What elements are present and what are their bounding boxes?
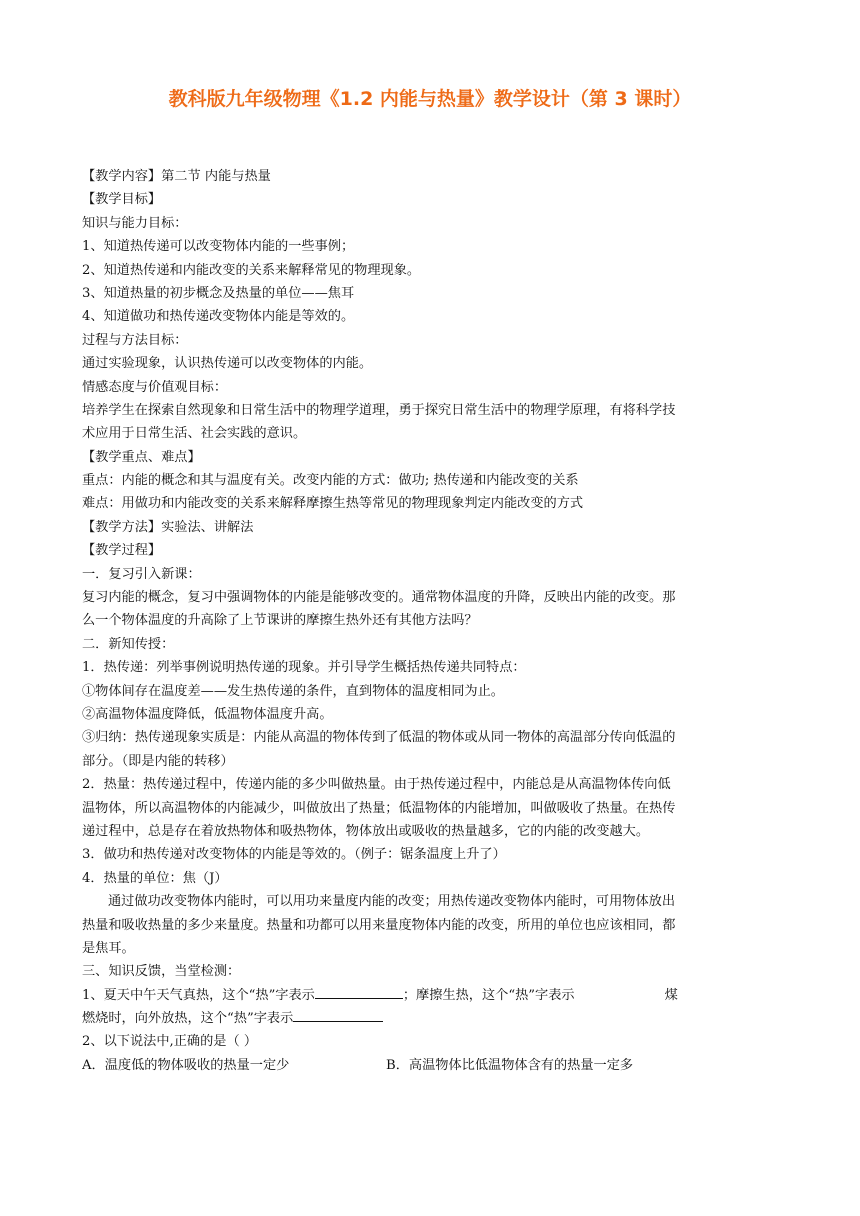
option-b[interactable]: B．高温物体比低温物体含有的热量一定多 bbox=[386, 1057, 634, 1073]
question-1-line-2 bbox=[82, 1007, 758, 1030]
paragraph-line: 热量和吸收热量的多少来量度。热量和功都可以用来量度物体内能的改变，所用的单位也应该相同，都 bbox=[82, 917, 676, 933]
paragraph-line: ②高温物体温度降低，低温物体温度升高。 bbox=[82, 706, 333, 722]
paragraph-line: 术应用于日常生活、社会实践的意识。 bbox=[82, 426, 307, 442]
paragraph-line: 培养学生在探索自然现象和日常生活中的物理学道理，勇于探究日常生活中的物理学原理，有将科学技 bbox=[82, 402, 676, 418]
question-1-text-b: ；摩擦生热，这个“热”字表示 bbox=[402, 987, 575, 1003]
paragraph-line: 1．热传递：列举事例说明热传递的现象。并引导学生概括热传递共同特点： bbox=[82, 660, 526, 676]
question-1-text-d: 燃烧时，向外放热，这个“热”字表示 bbox=[82, 1011, 294, 1027]
paragraph-line: 4、知道做功和热传递改变物体内能是等效的。 bbox=[82, 309, 355, 325]
paragraph-line: 重点：内能的概念和其与温度有关。改变内能的方式：做功; 热传递和内能改变的关系 bbox=[82, 473, 579, 489]
paragraph-line: 知识与能力目标： bbox=[82, 215, 188, 231]
paragraph-line: 是焦耳。 bbox=[82, 940, 135, 956]
paragraph-line: 【教学内容】第二节 内能与热量 bbox=[82, 169, 271, 184]
paragraph-line: 4．热量的单位：焦（J） bbox=[82, 870, 228, 886]
answer-blank-1[interactable] bbox=[315, 984, 403, 999]
paragraph-line: 难点：用做功和内能改变的关系来解释摩擦生热等常见的物理现象判定内能改变的方式 bbox=[82, 496, 584, 512]
paragraph-line: 温物体，所以高温物体的内能减少，叫做放出了热量；低温物体的内能增加，叫做吸收了热量。在热传 bbox=[82, 800, 676, 816]
paragraph-line: 【教学重点、难点】 bbox=[82, 449, 201, 465]
paragraph-line: 通过做功改变物体内能时，可以用功来量度内能的改变；用热传递改变物体内能时，可用物体放出 bbox=[108, 894, 676, 910]
paragraph-line: 三、知识反馈，当堂检测： bbox=[82, 964, 241, 980]
paragraph-line: 【教学方法】实验法、讲解法 bbox=[82, 519, 254, 535]
answer-blank-3[interactable] bbox=[293, 1007, 383, 1022]
paragraph-line: 二．新知传授： bbox=[82, 636, 175, 652]
paragraph-line: ①物体间存在温度差——发生热传递的条件，直到物体的温度相同为止。 bbox=[82, 683, 504, 699]
option-a[interactable]: A．温度低的物体吸收的热量一定少 bbox=[82, 1057, 290, 1073]
paragraph-line: 复习内能的概念，复习中强调物体的内能是能够改变的。通常物体温度的升降，反映出内能的改变。那 bbox=[82, 590, 676, 606]
paragraph-line: 1、知道热传递可以改变物体内能的一些事例； bbox=[82, 239, 355, 255]
paragraph-line: 【教学过程】 bbox=[82, 543, 162, 559]
question-1-line-1 bbox=[82, 984, 758, 1007]
paragraph-line: ③归纳：热传递现象实质是：内能从高温的物体传到了低温的物体或从同一物体的高温部分传向低温的 bbox=[82, 730, 676, 746]
paragraph-line: 递过程中，总是存在着放热物体和吸热物体，物体放出或吸收的热量越多，它的内能的改变越大。 bbox=[82, 823, 650, 839]
question-2-options bbox=[82, 1054, 758, 1077]
paragraph-line: 通过实验现象，认识热传递可以改变物体的内能。 bbox=[82, 356, 373, 372]
document-body bbox=[82, 165, 758, 1077]
paragraph-line: 过程与方法目标： bbox=[82, 332, 188, 348]
question-1-text-c: 煤 bbox=[664, 987, 678, 1003]
question-2: 2、以下说法中,正确的是（ ） bbox=[82, 1034, 258, 1050]
paragraph-line: 情感态度与价值观目标： bbox=[82, 379, 228, 395]
paragraph-line: 3．做功和热传递对改变物体的内能是等效的。（例子：锯条温度上升了） bbox=[82, 847, 506, 863]
question-1-text-a: 1、夏天中午天气真热，这个“热”字表示 bbox=[82, 987, 315, 1003]
paragraph-line: 3、知道热量的初步概念及热量的单位——焦耳 bbox=[82, 285, 355, 301]
paragraph-line: 么一个物体温度的升高除了上节课讲的摩擦生热外还有其他方法吗？ bbox=[82, 613, 478, 629]
paragraph-line: 【教学目标】 bbox=[82, 192, 162, 208]
paragraph-line: 一．复习引入新课： bbox=[82, 566, 201, 582]
document-title: 教科版九年级物理《1.2 内能与热量》教学设计（第 3 课时） bbox=[168, 88, 692, 110]
paragraph-line: 2、知道热传递和内能改变的关系来解释常见的物理现象。 bbox=[82, 262, 421, 278]
paragraph-line: 2．热量：热传递过程中，传递内能的多少叫做热量。由于热传递过程中，内能总是从高温物体传向低 bbox=[82, 777, 671, 793]
paragraph-line: 部分。（即是内能的转移） bbox=[82, 753, 234, 769]
